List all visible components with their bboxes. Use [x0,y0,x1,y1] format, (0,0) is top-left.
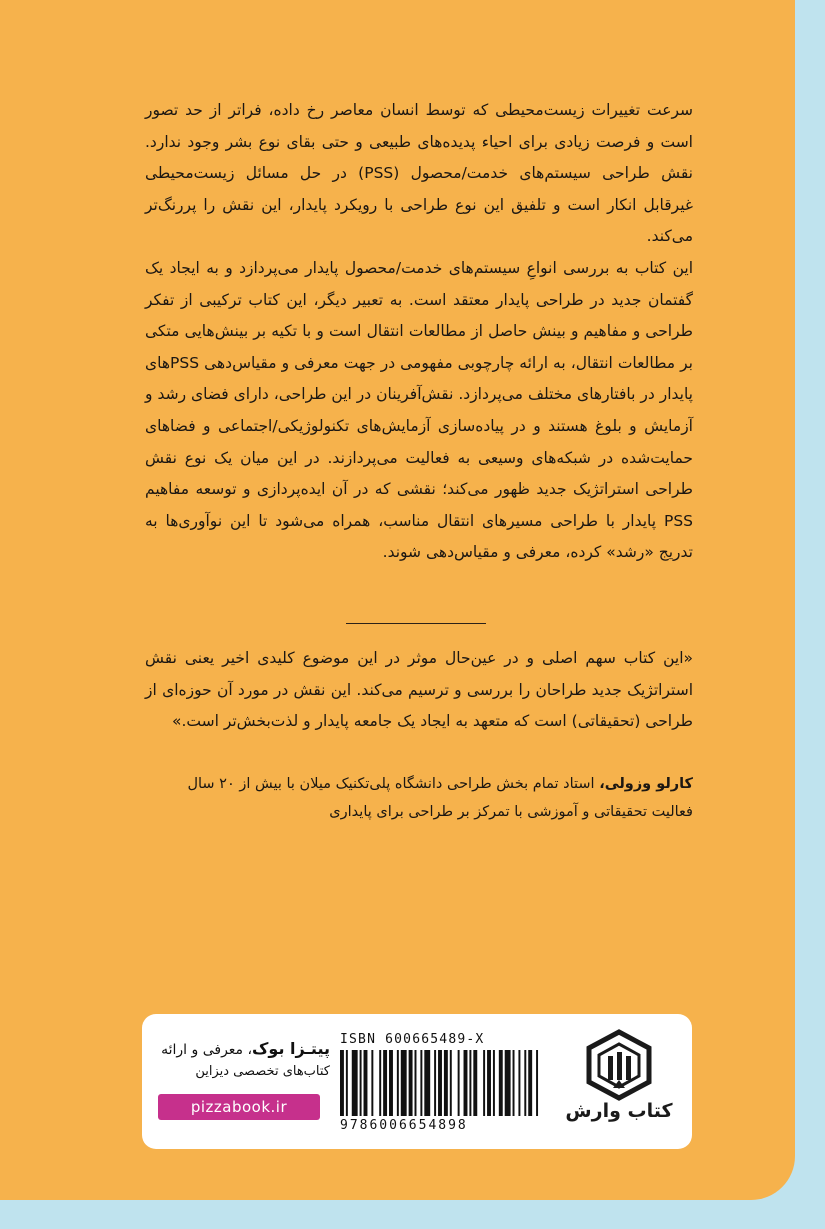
publisher-logo-text: کتاب وارش [565,1100,673,1122]
author-name: کارلو وزولی، [599,776,693,792]
publisher-line-1-rest: ، معرفی و ارائه [161,1042,253,1058]
publisher-name: پیتـزا بوک [252,1039,330,1058]
publisher-info-box [142,1014,692,1149]
description-paragraph-2: این کتاب به بررسی انواعِ سیستم‌های خدمت/محصول پایدار می‌پردازد و به ایجاد یک گفتمان جدید در طراحی پایدار معتقد است. به تعبیر دیگر، این کتاب ترکیبی از تفکر طراحی و مفاهیم و بینش حاصل از مطالعات انتقال است و با تکیه بر بینش‌هایی متکی بر مطالعات انتقال، به ارائه چارچوبی مفهومی در جهت معرفی و مقیاس‌دهی PSSهای پایدار در بافتارهای مختلف می‌پردازد. نقش‌آفرینان در این طراحی، دارای فضای رشد و آزمایش و بلوغ هستند و در پیاده‌سازی آزمایش‌های تکنولوژیکی/اجتماعی و فضاهای حمایت‌شده در شبکه‌های وسیعی به فعالیت می‌پردازند. در این میان یک نوع نقش طراحی استراتژیک جدید ظهور می‌کند؛ نقشی که در آن ایده‌پردازی و توسعه مفاهیم PSS پایدار با طراحی مسیرهای انتقال مناسب، همراه می‌شود تا این نوآوری‌ها به تدریج «رشد» کرده، معرفی و مقیاس‌دهی شوند. [145,258,693,562]
isbn-label: ISBN 600665489-X [340,1032,485,1047]
publisher-line-2: کتاب‌های تخصصی دیزاین [195,1064,330,1079]
quote-author [145,770,693,826]
publisher-tagline [158,1038,330,1083]
book-description [145,95,693,569]
publisher-line-1 [158,1038,330,1061]
author-description: استاد تمام بخش طراحی دانشگاه پلی‌تکنیک میلان با بیش از ۲۰ سال فعالیت تحقیقاتی و آموزشی با تمرکز بر طراحی برای پایداری [187,776,693,820]
isbn-digits: 9786006654898 [340,1118,468,1133]
description-paragraph-1: سرعت تغییرات زیست‌محیطی که توسط انسان معاصر رخ داده، فراتر از حد تصور است و فرصت زیادی برای احیاء پدیده‌های طبیعی و حتی بقای نوع بشر وجود ندارد. نقش طراحی سیستم‌های خدمت/محصول (PSS) در حل مسائل زیست‌محیطی غیرقابل انکار است و تلفیق این نوع طراحی با رویکرد پایدار، این نقش را پررنگ‌تر می‌کند. [145,101,693,246]
barcode-bars [340,1050,540,1116]
isbn-barcode [340,1032,540,1136]
publisher-website-link[interactable]: pizzabook.ir [158,1094,320,1120]
section-divider [346,623,486,624]
endorsement-quote: «این کتاب سهم اصلی و در عین‌حال موثر در این موضوع کلیدی اخیر یعنی نقش استراتژیک جدید طراحان را بررسی و ترسیم می‌کند. این نقش در مورد آن حوزه‌ای از طراحی (تحقیقاتی) است که متعهد به ایجاد یک جامعه پایدار و لذت‌بخش‌تر است.» [145,649,693,731]
